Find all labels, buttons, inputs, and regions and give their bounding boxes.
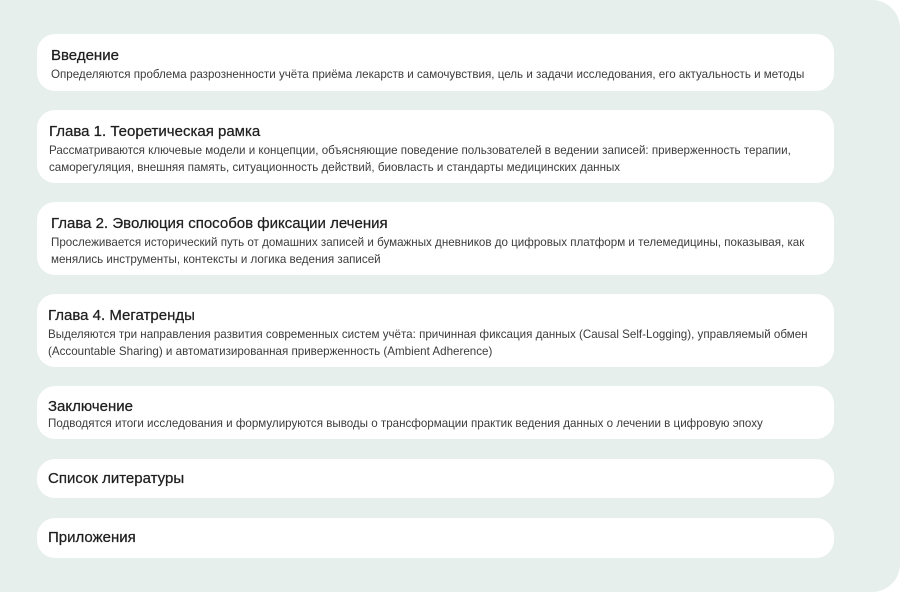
section-title: Глава 4. Мегатренды bbox=[48, 307, 195, 324]
section-card-chapter-1[interactable] bbox=[37, 110, 834, 183]
section-title: Список литературы bbox=[48, 470, 185, 487]
section-title: Глава 1. Теоретическая рамка bbox=[49, 123, 261, 140]
section-description: Рассматриваются ключевые модели и концепции, объясняющие поведение пользователей в ведении записей: приверженность терапии, саморегуляция, внешняя память, ситуационность действий, биовласть и стандарты медицинских данных bbox=[49, 144, 791, 174]
section-card-references[interactable] bbox=[37, 459, 834, 498]
section-card-chapter-4[interactable] bbox=[37, 294, 834, 367]
section-card-introduction[interactable] bbox=[37, 34, 834, 91]
section-description: Выделяются три направления развития современных систем учёта: причинная фиксация данных (Causal Self-Logging), управляемый обмен (Accountable Sharing) и автоматизированная приверженность (Ambient Adherence) bbox=[48, 328, 808, 358]
section-description: Определяются проблема разрозненности учёта приёма лекарств и самочувствия, цель и задачи исследования, его актуальность и методы bbox=[51, 68, 805, 81]
section-card-conclusion[interactable] bbox=[37, 386, 834, 439]
section-title: Заключение bbox=[48, 398, 133, 415]
section-card-chapter-2[interactable] bbox=[37, 202, 834, 275]
section-description: Подводятся итоги исследования и формулируются выводы о трансформации практик ведения данных о лечении в цифровую эпоху bbox=[48, 417, 763, 430]
section-card-appendices[interactable] bbox=[37, 518, 834, 558]
section-title: Глава 2. Эволюция способов фиксации лечения bbox=[51, 215, 388, 232]
section-description: Прослеживается исторический путь от домашних записей и бумажных дневников до цифровых платформ и телемедицины, показывая, как менялись инструменты, контексты и логика ведения записей bbox=[51, 236, 805, 266]
section-title: Приложения bbox=[48, 529, 136, 546]
section-title: Введение bbox=[51, 47, 119, 64]
